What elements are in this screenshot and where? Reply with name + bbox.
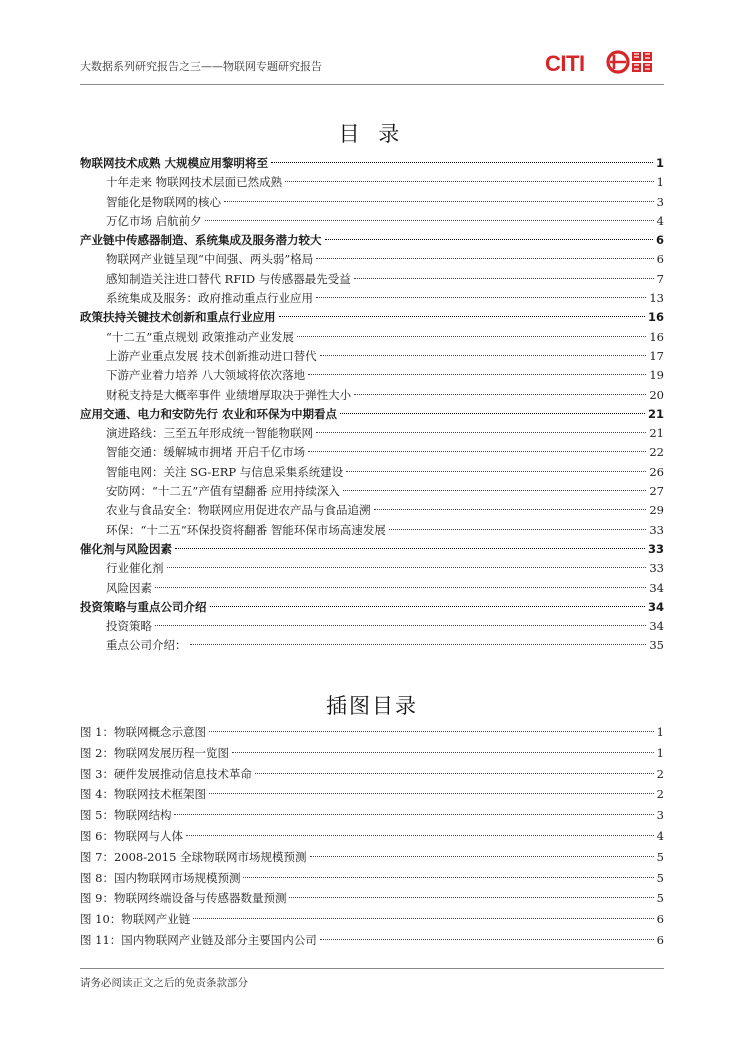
entry-title: 图 8：国内物联网市场规模预测 <box>80 870 241 885</box>
figure-entry[interactable] <box>80 805 664 826</box>
entry-page-number: 27 <box>649 484 664 499</box>
entry-page-number: 21 <box>647 406 664 421</box>
entry-title: 安防网：“十二五”产值有望翻番 应用持续深入 <box>106 484 340 499</box>
entry-title: 演进路线：三至五年形成统一智能物联网 <box>106 426 313 441</box>
dot-leader <box>289 897 653 898</box>
toc-subsection-entry[interactable] <box>80 463 664 482</box>
entry-page-number: 21 <box>649 426 664 441</box>
entry-page-number: 5 <box>656 870 664 885</box>
figure-entry[interactable] <box>80 764 664 785</box>
entry-page-number: 33 <box>649 561 664 576</box>
dot-leader <box>255 773 654 774</box>
dot-leader <box>316 297 646 298</box>
entry-page-number: 29 <box>649 503 664 518</box>
toc-subsection-entry[interactable] <box>80 270 664 289</box>
entry-page-number: 4 <box>656 828 664 843</box>
dot-leader <box>308 374 646 375</box>
dot-leader <box>155 625 646 626</box>
figure-entry[interactable] <box>80 930 664 951</box>
entry-page-number: 22 <box>649 445 664 460</box>
entry-title: 催化剂与风险因素 <box>80 541 172 556</box>
toc-subsection-entry[interactable] <box>80 617 664 636</box>
entry-title: 财税支持是大概率事件 业绩增厚取决于弹性大小 <box>106 387 352 402</box>
dot-leader <box>389 529 646 530</box>
page-footer <box>80 968 664 990</box>
dot-leader <box>343 490 646 491</box>
dot-leader <box>224 201 654 202</box>
entry-title: 物联网产业链呈现“中间强、两头弱”格局 <box>106 252 314 267</box>
dot-leader <box>325 239 653 240</box>
entry-title: 系统集成及服务：政府推动重点行业应用 <box>106 291 313 306</box>
dot-leader <box>340 413 645 414</box>
dot-leader <box>308 451 646 452</box>
entry-title: 感知制造关注进口替代 RFID 与传感器最先受益 <box>106 271 351 286</box>
entry-title: 图 3：硬件发展推动信息技术革命 <box>80 766 252 781</box>
entry-page-number: 6 <box>656 912 664 927</box>
entry-page-number: 1 <box>655 156 664 170</box>
dot-leader <box>155 587 646 588</box>
entry-page-number: 1 <box>656 175 664 190</box>
entry-title: 图 2：物联网发展历程一览图 <box>80 745 229 760</box>
entry-page-number: 13 <box>649 291 664 306</box>
entry-page-number: 16 <box>647 310 664 325</box>
dot-leader <box>243 877 653 878</box>
entry-page-number: 5 <box>656 891 664 906</box>
entry-page-number: 4 <box>656 213 664 228</box>
toc-subsection-entry[interactable] <box>80 328 664 347</box>
entry-title: 上游产业重点发展 技术创新推动进口替代 <box>106 348 317 363</box>
entry-page-number: 2 <box>656 766 664 781</box>
entry-title: 智能电网：关注 SG-ERP 与信息采集系统建设 <box>106 464 344 479</box>
dot-leader <box>271 162 653 163</box>
figure-entry[interactable] <box>80 722 664 743</box>
page-header <box>80 44 664 85</box>
entry-title: 投资策略与重点公司介绍 <box>80 599 207 614</box>
toc-subsection-entry[interactable] <box>80 347 664 366</box>
dot-leader <box>346 471 646 472</box>
entry-title: 万亿市场 启航前夕 <box>106 213 202 228</box>
toc-subsection-entry[interactable] <box>80 443 664 462</box>
entry-page-number: 35 <box>649 638 664 653</box>
toc-section-entry[interactable] <box>80 308 664 327</box>
entry-title: 政策扶持关键技术创新和重点行业应用 <box>80 310 276 325</box>
toc-subsection-entry[interactable] <box>80 579 664 598</box>
dot-leader <box>209 793 654 794</box>
entry-page-number: 5 <box>656 849 664 864</box>
entry-title: “十二五”重点规划 政策推动产业发展 <box>106 329 294 344</box>
toc-subsection-entry[interactable] <box>80 250 664 269</box>
toc-subsection-entry[interactable] <box>80 289 664 308</box>
toc-subsection-entry[interactable] <box>80 193 664 212</box>
toc-subsection-entry[interactable] <box>80 366 664 385</box>
entry-title: 下游产业着力培养 八大领域将依次落地 <box>106 368 306 383</box>
entry-title: 应用交通、电力和安防先行 农业和环保为中期看点 <box>80 406 338 421</box>
toc-subsection-entry[interactable] <box>80 482 664 501</box>
toc-subsection-entry[interactable] <box>80 424 664 443</box>
entry-title: 图 7：2008-2015 全球物联网市场规模预测 <box>80 849 307 864</box>
entry-page-number: 6 <box>655 233 664 248</box>
toc-section-entry[interactable] <box>80 405 664 424</box>
entry-page-number: 3 <box>656 808 664 823</box>
dot-leader <box>310 856 654 857</box>
entry-page-number: 33 <box>649 522 664 537</box>
toc-subsection-entry[interactable] <box>80 559 664 578</box>
figure-list <box>80 722 664 951</box>
entry-page-number: 20 <box>649 387 664 402</box>
entry-title: 十年走来 物联网技术层面已然成熟 <box>106 175 283 190</box>
entry-title: 图 5：物联网结构 <box>80 808 172 823</box>
entry-title: 图 1：物联网概念示意图 <box>80 725 206 739</box>
entry-page-number: 34 <box>647 599 664 614</box>
toc-subsection-entry[interactable] <box>80 212 664 231</box>
dot-leader <box>297 336 646 337</box>
entry-page-number: 17 <box>649 348 664 363</box>
dot-leader <box>316 258 653 259</box>
toc-subsection-entry[interactable] <box>80 501 664 520</box>
citic-logo <box>544 48 664 78</box>
dot-leader <box>354 394 646 395</box>
entry-title: 产业链中传感器制造、系统集成及服务潜力较大 <box>80 233 322 248</box>
entry-title: 图 11：国内物联网产业链及部分主要国内公司 <box>80 932 317 947</box>
toc-heading: 目 录 <box>338 122 406 146</box>
report-series-title: 大数据系列研究报告之三——物联网专题研究报告 <box>80 60 322 73</box>
figure-entry[interactable] <box>80 888 664 909</box>
entry-title: 智能化是物联网的核心 <box>106 194 221 209</box>
dot-leader <box>190 644 647 645</box>
toc-subsection-entry[interactable] <box>80 173 664 192</box>
figure-entry[interactable] <box>80 784 664 805</box>
entry-page-number: 34 <box>649 619 664 634</box>
dot-leader <box>232 752 654 753</box>
dot-leader <box>209 731 654 732</box>
toc-subsection-entry[interactable] <box>80 636 664 655</box>
entry-page-number: 19 <box>649 368 664 383</box>
entry-title: 环保：“十二五”环保投资将翻番 智能环保市场高速发展 <box>106 522 386 537</box>
toc-list <box>80 154 664 656</box>
entry-title: 图 4：物联网技术框架图 <box>80 787 206 802</box>
dot-leader <box>205 220 654 221</box>
dot-leader <box>167 567 647 568</box>
entry-title: 风险因素 <box>106 580 152 595</box>
entry-title: 图 10：物联网产业链 <box>80 912 191 927</box>
dot-leader <box>279 316 645 317</box>
dot-leader <box>174 814 653 815</box>
entry-page-number: 1 <box>656 745 664 760</box>
toc-section-entry[interactable] <box>80 598 664 617</box>
toc-subsection-entry[interactable] <box>80 521 664 540</box>
entry-page-number: 2 <box>656 787 664 802</box>
entry-title: 图 9：物联网终端设备与传感器数量预测 <box>80 891 287 906</box>
dot-leader <box>320 939 654 940</box>
entry-page-number: 16 <box>649 329 664 344</box>
entry-page-number: 34 <box>649 580 664 595</box>
figure-entry[interactable] <box>80 826 664 847</box>
entry-page-number: 7 <box>656 271 664 286</box>
dot-leader <box>175 548 645 549</box>
dot-leader <box>193 918 653 919</box>
toc-section-entry[interactable] <box>80 540 664 559</box>
toc-section-entry[interactable] <box>80 154 664 173</box>
dot-leader <box>320 355 647 356</box>
entry-title: 农业与食品安全：物联网应用促进农产品与食品追溯 <box>106 503 371 518</box>
toc-section-entry[interactable] <box>80 231 664 250</box>
figure-list-heading: 插图目录 <box>326 694 418 718</box>
disclaimer-note: 请务必阅读正文之后的免责条款部分 <box>80 977 248 989</box>
dot-leader <box>186 835 654 836</box>
entry-title: 智能交通：缓解城市拥堵 开启千亿市场 <box>106 445 306 460</box>
entry-title: 物联网技术成熟 大规模应用黎明将至 <box>80 156 269 170</box>
figure-entry[interactable] <box>80 847 664 868</box>
figure-entry[interactable] <box>80 909 664 930</box>
entry-page-number: 33 <box>647 541 664 556</box>
dot-leader <box>374 509 647 510</box>
toc-subsection-entry[interactable] <box>80 386 664 405</box>
entry-page-number: 1 <box>656 725 664 739</box>
entry-page-number: 3 <box>656 194 664 209</box>
entry-title: 图 6：物联网与人体 <box>80 828 183 843</box>
svg-text:CITI: CITI <box>545 51 585 76</box>
entry-page-number: 6 <box>656 252 664 267</box>
entry-page-number: 26 <box>649 464 664 479</box>
dot-leader <box>210 606 645 607</box>
figure-entry[interactable] <box>80 743 664 764</box>
dot-leader <box>285 181 654 182</box>
dot-leader <box>316 432 646 433</box>
entry-title: 重点公司介绍： <box>106 638 187 653</box>
entry-title: 行业催化剂 <box>106 561 164 576</box>
figure-entry[interactable] <box>80 868 664 889</box>
entry-title: 投资策略 <box>106 619 152 634</box>
dot-leader <box>354 278 654 279</box>
entry-page-number: 6 <box>656 932 664 947</box>
